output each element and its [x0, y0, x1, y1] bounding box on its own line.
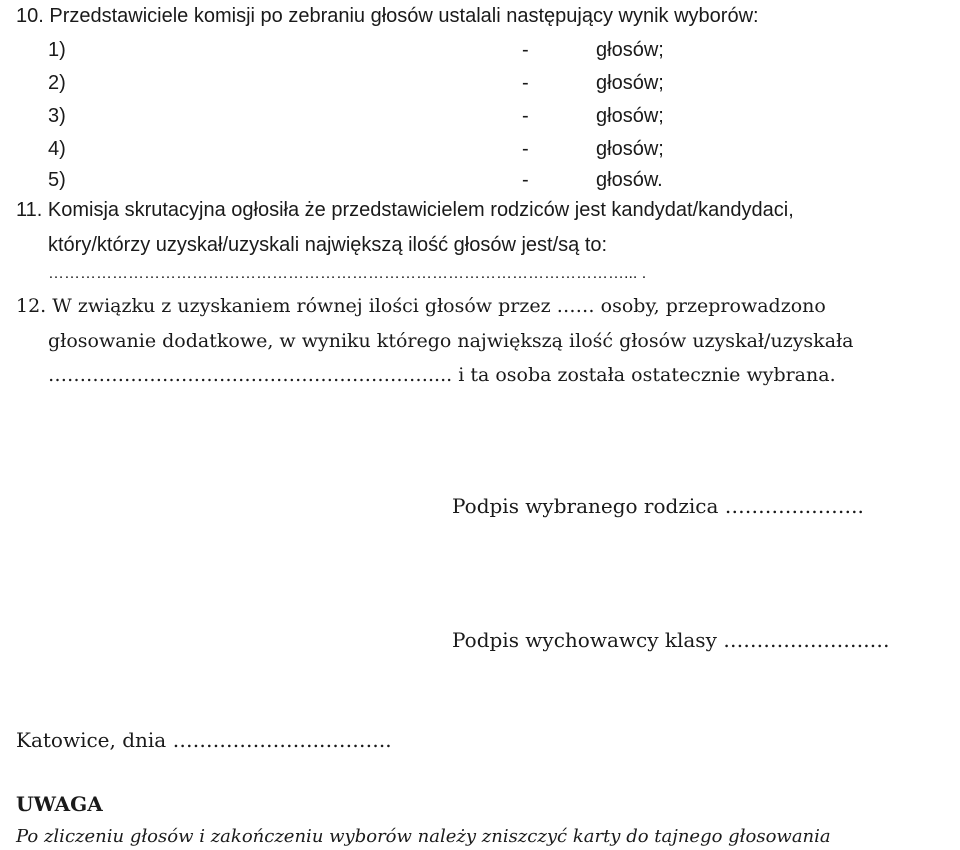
row-dash: -: [522, 169, 529, 191]
row-dash: -: [522, 72, 529, 94]
row-votes-word: głosów;: [596, 105, 664, 127]
warning-text: Po zliczeniu głosów i zakończeniu wyborów należy zniszczyć karty do tajnego głosowania: [16, 826, 831, 847]
item-10-heading: 10. Przedstawiciele komisji po zebraniu głosów ustalali następujący wynik wyborów:: [16, 5, 759, 27]
row-number: 2): [48, 72, 66, 94]
warning-title: UWAGA: [16, 792, 103, 816]
row-number: 1): [48, 39, 66, 61]
row-number: 4): [48, 138, 66, 160]
item-12-line-2: głosowanie dodatkowe, w wyniku którego największą ilość głosów uzyskał/uzyskała: [48, 330, 854, 352]
item-12-line-3: …………………………………………………….... i ta osoba została ostatecznie wybrana.: [48, 364, 836, 386]
item-12-line-1: 12. W związku z uzyskaniem równej ilości głosów przez …… osoby, przeprowadzono: [16, 295, 826, 317]
teacher-signature-line: Podpis wychowawcy klasy ………………….…: [452, 628, 890, 652]
date-line: Katowice, dnia ………………….………..: [16, 728, 392, 752]
row-votes-word: głosów;: [596, 39, 664, 61]
row-votes-word: głosów;: [596, 72, 664, 94]
row-number: 5): [48, 169, 66, 191]
item-11-line-2: który/którzy uzyskał/uzyskali największą ilość głosów jest/są to:: [48, 234, 608, 256]
item-11-line-1: 11. Komisja skrutacyjna ogłosiła że przedstawicielem rodziców jest kandydat/kandydaci,: [16, 199, 794, 221]
row-votes-word: głosów;: [596, 138, 664, 160]
row-number: 3): [48, 105, 66, 127]
row-votes-word: głosów.: [596, 169, 663, 191]
row-dash: -: [522, 105, 529, 127]
parent-signature-line: Podpis wybranego rodzica ………….……..: [452, 494, 864, 518]
row-dash: -: [522, 39, 529, 61]
item-11-fill-line: ………………………………………………………………………………………………... .: [48, 265, 647, 282]
row-dash: -: [522, 138, 529, 160]
